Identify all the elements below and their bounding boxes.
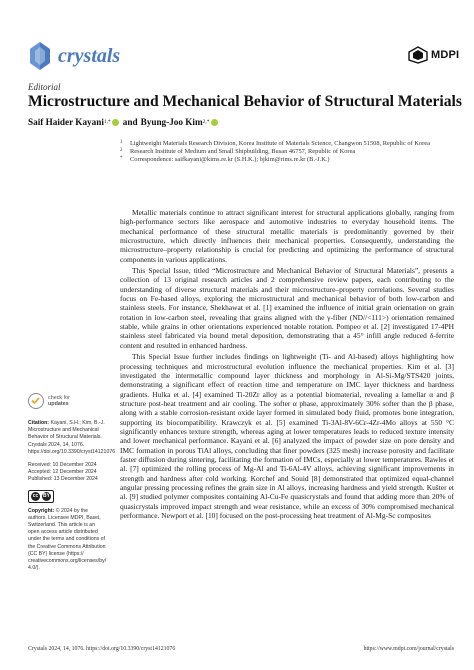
author-2-name[interactable]: Byung-Joo Kim bbox=[140, 117, 203, 127]
citation-text[interactable]: Kayani, S.H.; Kim, B.-J. Microstructure and Mechanical Behavior of Structural Materials. Crystals 2024, 14, 1076. https://doi.org/10.3390/cryst14121076 bbox=[28, 420, 116, 455]
affiliation-row bbox=[120, 156, 450, 164]
citation-label: Citation: bbox=[28, 420, 50, 426]
received-row: Received: 10 December 2024 bbox=[28, 462, 97, 469]
author-1-name[interactable]: Saif Haider Kayani bbox=[28, 117, 104, 127]
body-paragraph: This Special Issue, titled “Microstructure and Mechanical Behavior of Structural Materials”, presents a collection of 13 original research articles and 2 comprehensive review papers, each contributing to the understanding of diverse structural materials and their microstructure–property correlations. Several studies focus on Fe-based alloys, exploring the microstructural and mechanical behavior of both low-carbon and stainless steels. For instance, Shekhawat et al. [1] examined the influence of initial grain orientation on grain rotation in low-carbon steel, revealing that grains aligned with the γ-fiber (ND//<111>) orientation remained stable, while grains in other orientations experienced notable rotation. Pompeo et al. [2] investigated 17-4PH stainless steel fabricated via bound metal deposition, demonstrating that a 45° infill angle reduced δ-ferrite content and resulted in enhanced hardness. bbox=[120, 266, 454, 350]
citation-block bbox=[28, 420, 116, 456]
article-body bbox=[120, 208, 454, 520]
accepted-row: Accepted: 12 December 2024 bbox=[28, 469, 97, 476]
section-type: Editorial bbox=[28, 82, 61, 92]
published-row: Published: 13 December 2024 bbox=[28, 476, 98, 483]
crystal-logo-icon bbox=[28, 41, 52, 71]
dates-block bbox=[28, 462, 106, 484]
affiliation-number: 2 bbox=[120, 148, 123, 154]
orcid-icon[interactable] bbox=[112, 119, 119, 126]
orcid-icon[interactable] bbox=[211, 119, 218, 126]
body-paragraph: This Special Issue further includes findings on lightweight (Ti- and Al-based) alloys highlighting how processing techniques and microstructural evolution influence the mechanical properties. Kim et al. [3] investigated the intermetallic compound layer thickness and morphology in Al-Si-Mg/STS420 joints, demonstrating a significant effect of reaction time and temperature on IMC layer thickness and hardness gradients. Hulka et al. [4] examined Ti-20Zr alloy as a potential biomaterial, revealing a lamellar α and β structure post-heat treatment and air cooling. The softer α phase, approximately 30% softer than the β phase, along with a stable corrosion-resistant oxide layer formed in simulated body fluid, promotes bone integration, supporting its biocompatibility. Krawczyk et al. [5] examined Ti-3Al-8V-6Cr-4Zr-4Mo alloys at 550 °C significantly enhances texture strength, whereas aging at lower temperatures leads to reduced texture intensity and lower mechanical performance. Kayani et al. [6] analyzed the impact of powder size on pore density and IMC formation in porous TiAl alloys, concluding that finer powders (325 mesh) increase porosity and facilitate faster diffusion during sintering, facilitating the formation of IMCs, especially at lower temperatures. Rawles et al. [7] optimized the rolling process of Mg-Al and Ti-6Al-4V alloys, achieving significant improvements in strength and hardness after cold working. Korchef and Souid [8] demonstrated that optimized equal-channel angular pressing processing refines the grain size in Al alloys, increasing hardness and yield strength. Kušter et al. [9] studied polymer composites containing Al-Cu-Fe quasicrystals and found that adding more than 20% of quasicrystals improved impact strength and wear resistance, while an excess of 30% compromised mechanical performance. Newport et al. [10] focused on the post-processing heat treatment of Al-Mg-Sc composites bbox=[120, 352, 454, 520]
cc-by-icon: cc BY bbox=[28, 490, 54, 503]
author-1-affil: 1,* bbox=[103, 119, 111, 125]
cc-license-badge[interactable] bbox=[28, 490, 106, 504]
affiliation-number: 1 bbox=[120, 140, 123, 145]
check-updates-icon bbox=[28, 393, 44, 409]
publisher-name: MDPI bbox=[431, 49, 460, 61]
affiliation-number: * bbox=[120, 156, 123, 162]
journal-logo[interactable] bbox=[28, 40, 120, 72]
author-2-affil: 2,* bbox=[202, 119, 210, 125]
mdpi-logo-icon bbox=[408, 46, 428, 64]
affiliation-text: Lightweight Materials Research Division, Korea Institute of Materials Science, Changwon 51508, Republic of Korea bbox=[130, 140, 430, 147]
correspondence-text[interactable]: Correspondence: saifkayani@kims.re.kr (S.H.K.); bjkim@rims.re.kr (B.-J.K.) bbox=[130, 156, 330, 164]
article-sidebar bbox=[28, 390, 116, 578]
footer-citation[interactable]: Crystals 2024, 14, 1076. https://doi.org/10.3390/cryst14121076 bbox=[28, 646, 176, 652]
affiliation-row bbox=[120, 140, 450, 148]
article-title: Microstructure and Mechanical Behavior of Structural Materials bbox=[28, 93, 462, 110]
publisher-logo[interactable] bbox=[408, 44, 459, 66]
check-updates-label: check for updates bbox=[48, 394, 70, 407]
copyright-block bbox=[28, 508, 106, 573]
author-line bbox=[28, 117, 219, 127]
affiliation-text: Research Institute of Medium and Small Shipbuilding, Busan 46757, Republic of Korea bbox=[130, 148, 356, 156]
body-paragraph: Metallic materials continue to attract significant interest for structural applications globally, ranging from high-performance sectors like aerospace and automotive industries to everyday household items. The mechanical performance of these structural metallic materials is predominantly governed by their microstructure, which directly influences their mechanical properties. Consequently, understanding the microstructure–property relationship is crucial for predicting and optimizing the performance of structural components in various applications. bbox=[120, 208, 454, 264]
copyright-label: Copyright: bbox=[28, 507, 55, 514]
footer-journal-link[interactable]: https://www.mdpi.com/journal/crystals bbox=[363, 646, 454, 652]
check-for-updates-button[interactable] bbox=[28, 390, 106, 412]
page-footer bbox=[28, 646, 454, 652]
journal-name: crystals bbox=[58, 44, 121, 67]
copyright-text: © 2024 by the authors. Licensee MDPI, Basel, Switzerland. This article is an open access article distributed under the terms and conditions of the Creative Commons Attribution (CC BY) license (https:// creativecommons.org/licenses/by/ 4.0/). bbox=[28, 507, 107, 572]
affiliations bbox=[120, 140, 450, 165]
author-separator: and bbox=[122, 117, 138, 127]
affiliation-row bbox=[120, 148, 450, 156]
